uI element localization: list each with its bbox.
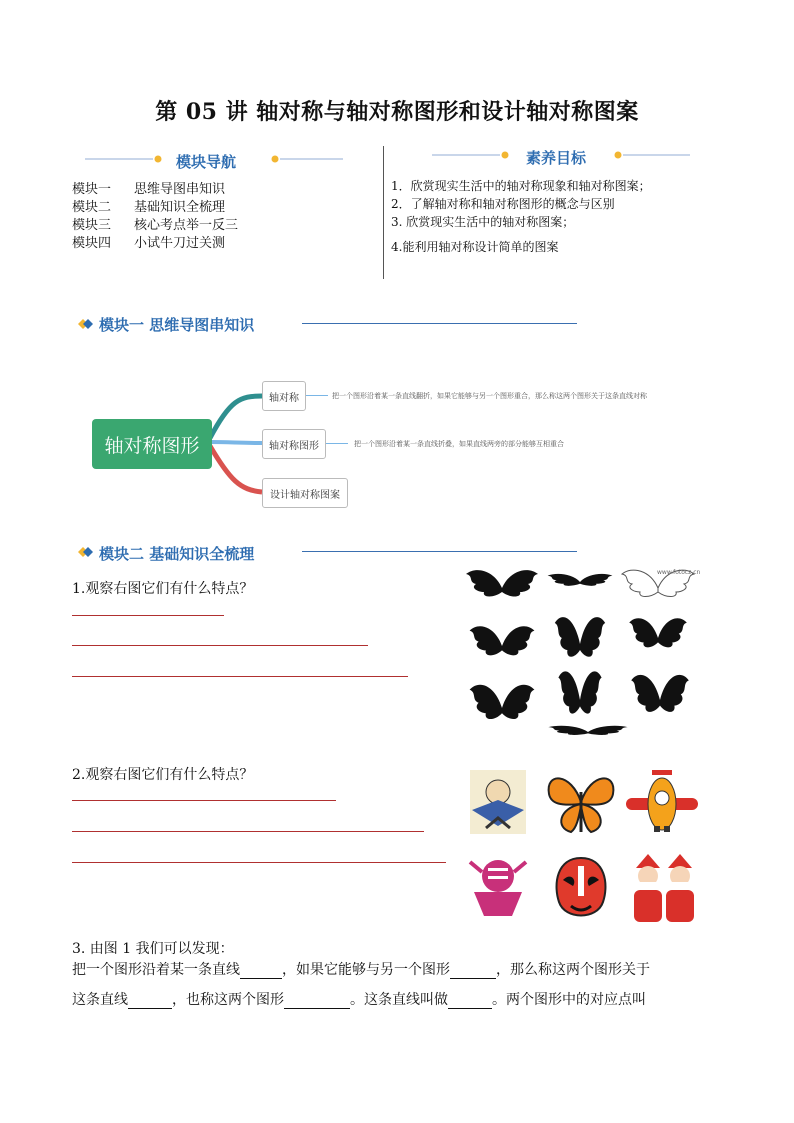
fill-blank[interactable]	[240, 962, 282, 979]
module2-rule	[302, 551, 577, 552]
answer-blank[interactable]	[72, 645, 368, 646]
watermark: www.fotocz.cn	[657, 569, 701, 576]
mindmap-node-axial-symmetry: 轴对称	[262, 381, 306, 411]
page-title: 第 05 讲 轴对称与轴对称图形和设计轴对称图案	[155, 99, 639, 125]
module1-title: 模块一 思维导图串知识	[99, 316, 255, 334]
question-3-line1: 把一个图形沿着某一条直线 ，如果它能够与另一个图形 ，那么称这两个图形关于	[72, 962, 650, 978]
goal-item: 3. 欣赏现实生活中的轴对称图案；	[391, 215, 575, 229]
mindmap-desc: 把一个图形沿着某一条直线翻折，如果它能够与另一个图形重合，那么称这两个图形关于这条直线对称	[332, 392, 647, 400]
goal-item: 1．欣赏现实生活中的轴对称现象和轴对称图案；	[391, 179, 651, 193]
mindmap-leader	[306, 395, 328, 396]
answer-blank[interactable]	[72, 676, 408, 677]
opera-mask-icon	[557, 858, 606, 916]
goals-heading: 素养目标	[526, 149, 587, 167]
goal-item: 4.能利用轴对称设计简单的图案	[391, 240, 559, 254]
fill-blank[interactable]	[450, 962, 496, 979]
question-3-line2: 这条直线 ，也称这两个图形 。这条直线叫做 。两个图形中的对应点叫	[72, 992, 646, 1008]
wings-icon	[555, 617, 605, 657]
column-divider	[383, 146, 384, 279]
diamond-bullet-icon	[77, 316, 95, 332]
wings-icon	[558, 671, 601, 713]
wings-icon	[629, 618, 687, 647]
question-2: 2.观察右图它们有什么特点？	[72, 767, 254, 783]
mindmap-leader	[326, 443, 348, 444]
wings-icon	[548, 574, 613, 586]
question-3-intro: 3. 由图 1 我们可以发现：	[72, 941, 234, 957]
nav-item[interactable]: 模块一 思维导图串知识	[72, 182, 226, 197]
wings-icon	[631, 675, 689, 712]
wings-icon	[470, 685, 535, 719]
diamond-bullet-icon	[77, 544, 95, 560]
answer-blank[interactable]	[72, 615, 224, 616]
mindmap-desc: 把一个图形沿着某一条直线折叠，如果直线两旁的部分能够互相重合	[354, 440, 564, 448]
nav-list	[72, 178, 238, 250]
paper-cut-icon	[470, 860, 526, 916]
module2-title: 模块二 基础知识全梳理	[99, 545, 255, 563]
nav-heading: 模块导航	[176, 153, 237, 171]
answer-blank[interactable]	[72, 862, 446, 863]
nav-item[interactable]: 模块二 基础知识全梳理	[72, 200, 226, 215]
answer-blank[interactable]	[72, 800, 336, 801]
wings-icon	[548, 726, 627, 735]
wings-icon	[470, 626, 535, 655]
symmetric-patterns-image	[468, 768, 708, 928]
mindmap-node-design-pattern: 设计轴对称图案	[262, 478, 348, 508]
butterfly-icon	[549, 778, 614, 832]
mindmap-root: 轴对称图形	[92, 419, 212, 469]
mindmap-node-symmetric-figure: 轴对称图形	[262, 429, 326, 459]
fill-blank[interactable]	[128, 992, 172, 1009]
wings-image	[462, 562, 702, 742]
airplane-toy-icon	[626, 770, 698, 832]
santa-pair-icon	[634, 854, 694, 922]
fill-blank[interactable]	[284, 992, 350, 1009]
question-1: 1.观察右图它们有什么特点？	[72, 581, 254, 597]
nav-item[interactable]: 模块四 小试牛刀过关测	[72, 236, 226, 251]
nav-item[interactable]: 模块三 核心考点举一反三	[72, 218, 239, 233]
fill-blank[interactable]	[448, 992, 492, 1009]
wings-icon	[466, 570, 538, 596]
module1-rule	[302, 323, 577, 324]
goal-item: 2．了解轴对称和轴对称图形的概念与区别	[391, 197, 615, 211]
answer-blank[interactable]	[72, 831, 424, 832]
doll-kite-icon	[470, 770, 526, 834]
